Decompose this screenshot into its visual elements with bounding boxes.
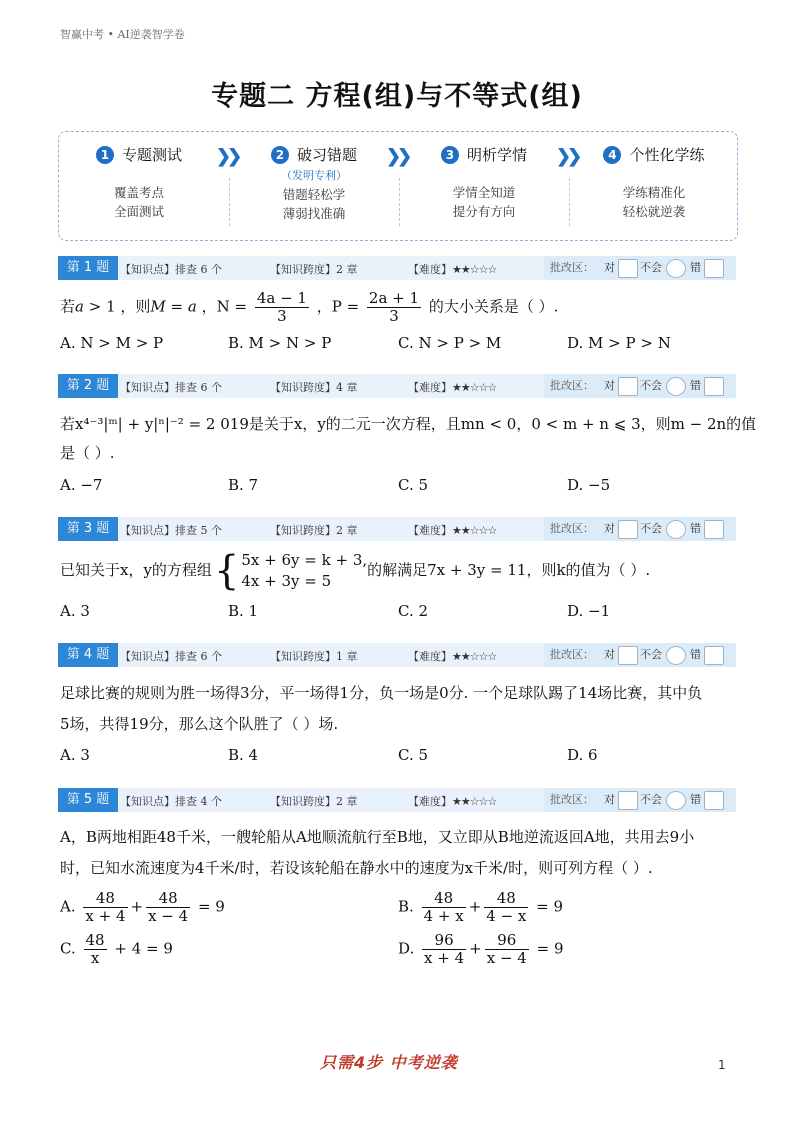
- step-line: 覆盖考点: [113, 185, 164, 200]
- check-unknown-box[interactable]: [666, 791, 686, 810]
- option-b[interactable]: [398, 890, 563, 925]
- denominator: 4 + x: [423, 907, 464, 925]
- operator: +: [469, 939, 482, 958]
- denominator: 3: [389, 307, 399, 325]
- difficulty: [408, 522, 496, 538]
- rhs: = 9: [197, 897, 225, 916]
- review-unknown-label: 不会: [640, 379, 662, 392]
- knowledge-points: [120, 261, 222, 277]
- review-label: 批改区：: [550, 522, 594, 535]
- option-b[interactable]: B. 7: [228, 476, 259, 494]
- knowledge-span: [270, 522, 358, 538]
- page-number: 1: [718, 1058, 726, 1072]
- option-a[interactable]: A. N > M > P: [60, 334, 164, 352]
- numerator: 48: [422, 890, 466, 908]
- knowledge-span: [270, 261, 358, 277]
- difficulty-stars: ★★☆☆☆: [452, 263, 497, 276]
- option-a[interactable]: A. 3: [60, 602, 90, 620]
- meta-label: 【知识跨度】: [270, 795, 336, 808]
- knowledge-points: [120, 379, 222, 395]
- text: > 1 ，则: [83, 297, 151, 316]
- numerator: 48: [146, 890, 190, 908]
- meta-value: 排查 6 个: [175, 263, 222, 276]
- check-right-box[interactable]: [618, 259, 638, 278]
- fraction: [255, 290, 309, 325]
- difficulty-stars: ★★☆☆☆: [452, 650, 497, 663]
- option-label: C.: [60, 939, 76, 958]
- meta-value: 排查 6 个: [175, 381, 222, 394]
- divider: [229, 178, 230, 226]
- numerator: 48: [83, 890, 127, 908]
- question-bar: [58, 517, 736, 541]
- question-number: 第 1 题: [58, 256, 118, 280]
- option-d[interactable]: D. −1: [567, 602, 611, 620]
- step-title: 个性化学练: [629, 146, 705, 164]
- footer-logo: 只需4步 中考逆袭: [320, 1053, 458, 1072]
- equation: 5x + 6y = k + 3,: [241, 551, 368, 569]
- step-line: 学练精准化: [622, 185, 686, 200]
- review-wrong-label: 错: [690, 261, 701, 274]
- difficulty-stars: ★★☆☆☆: [452, 795, 497, 808]
- step-title: 明析学情: [466, 146, 527, 164]
- check-right-box[interactable]: [618, 377, 638, 396]
- fraction: [84, 932, 107, 967]
- option-a[interactable]: A. −7: [60, 476, 103, 494]
- step-line: 全面测试: [113, 204, 164, 219]
- step-4: [579, 144, 729, 221]
- step-title: 破习错题: [296, 146, 357, 164]
- meta-label: 【难度】: [408, 524, 452, 537]
- step-number: 1: [96, 146, 114, 164]
- meta-value: 2 章: [336, 524, 358, 537]
- review-right-label: 对: [604, 261, 615, 274]
- difficulty: [408, 793, 496, 809]
- question-1-text: [60, 290, 558, 325]
- step-1: [64, 144, 214, 221]
- fraction: [422, 890, 466, 925]
- meta-label: 【难度】: [408, 795, 452, 808]
- chevron-right-icon: ❯❯: [556, 146, 579, 167]
- option-c[interactable]: C. 5: [398, 476, 429, 494]
- fraction: [146, 890, 190, 925]
- operator: +: [468, 897, 482, 916]
- check-wrong-box[interactable]: [704, 791, 724, 810]
- review-wrong-label: 错: [690, 793, 701, 806]
- meta-label: 【难度】: [408, 263, 452, 276]
- text: ，P =: [311, 297, 364, 316]
- brand-header: 智赢中考 • AI逆袭智学卷: [60, 28, 185, 41]
- var: a: [75, 297, 84, 316]
- step-title: 专题测试: [121, 146, 182, 164]
- step-number: 2: [271, 146, 289, 164]
- option-a[interactable]: [60, 890, 225, 925]
- text: 的解满足7x + 3y = 11，则k的值为（ ）.: [367, 561, 651, 579]
- equation: 4x + 3y = 5: [241, 572, 332, 590]
- divider: [569, 178, 570, 226]
- var: M: [150, 297, 166, 316]
- equation-system: [241, 550, 367, 592]
- review-label: 批改区：: [550, 379, 594, 392]
- numerator: 96: [422, 932, 466, 950]
- step-line: 轻松就逆袭: [622, 204, 686, 219]
- step-line: 学情全知道: [452, 185, 516, 200]
- question-bar: [58, 643, 736, 667]
- option-d[interactable]: D. −5: [567, 476, 611, 494]
- fraction: [484, 890, 528, 925]
- fraction: [367, 290, 421, 325]
- review-area: [544, 374, 736, 398]
- difficulty-stars: ★★☆☆☆: [452, 381, 497, 394]
- text: ，N =: [196, 297, 252, 316]
- question-5-line-1: A，B两地相距48千米，一艘轮船从A地顺流航行至B地，又立即从B地逆流返回A地，共用去9小: [60, 828, 695, 846]
- numerator: 2a + 1: [368, 289, 420, 307]
- meta-label: 【难度】: [408, 650, 452, 663]
- question-number: 第 5 题: [58, 788, 118, 812]
- denominator: 3: [277, 307, 287, 325]
- page-title: 专题二 方程(组)与不等式(组): [211, 81, 583, 112]
- option-c[interactable]: C. 2: [398, 602, 429, 620]
- text: 的大小关系是（ ）.: [424, 297, 559, 316]
- difficulty-stars: ★★☆☆☆: [452, 524, 497, 537]
- review-area: [544, 788, 736, 812]
- step-2: [239, 144, 389, 223]
- denominator: x + 4: [85, 907, 126, 925]
- chevron-right-icon: ❯❯: [386, 146, 409, 167]
- review-label: 批改区：: [550, 261, 594, 274]
- option-d[interactable]: D. M > P > N: [567, 334, 671, 352]
- question-5-line-2: 时，已知水流速度为4千米/时，若设该轮船在静水中的速度为x千米/时，则可列方程（ ）.: [60, 859, 653, 877]
- difficulty: [408, 648, 496, 664]
- meta-label: 【知识跨度】: [270, 381, 336, 394]
- knowledge-span: [270, 793, 358, 809]
- question-4-line-2: 5场，共得19分，那么这个队胜了（ ）场.: [60, 715, 339, 733]
- review-unknown-label: 不会: [640, 793, 662, 806]
- meta-label: 【知识点】: [120, 524, 175, 537]
- fraction: [422, 932, 466, 967]
- check-right-box[interactable]: [618, 791, 638, 810]
- review-area: [544, 643, 736, 667]
- step-subtitle: （发明专利）: [281, 169, 347, 182]
- meta-value: 1 章: [336, 650, 358, 663]
- review-label: 批改区：: [550, 793, 594, 806]
- question-2-line-2: 是（ ）.: [60, 444, 115, 462]
- denominator: x − 4: [486, 949, 527, 967]
- var: a: [187, 297, 197, 316]
- check-wrong-box[interactable]: [704, 520, 724, 539]
- meta-label: 【知识跨度】: [270, 650, 336, 663]
- option-b[interactable]: B. M > N > P: [228, 334, 332, 352]
- check-wrong-box[interactable]: [704, 646, 724, 665]
- check-unknown-box[interactable]: [666, 259, 686, 278]
- knowledge-points: [120, 648, 222, 664]
- step-line: 错题轻松学: [282, 187, 346, 202]
- option-b[interactable]: B. 4: [228, 746, 259, 764]
- check-right-box[interactable]: [618, 646, 638, 665]
- check-wrong-box[interactable]: [704, 377, 724, 396]
- meta-label: 【知识点】: [120, 650, 175, 663]
- review-right-label: 对: [604, 793, 615, 806]
- review-unknown-label: 不会: [640, 648, 662, 661]
- meta-value: 排查 5 个: [175, 524, 222, 537]
- question-bar: [58, 788, 736, 812]
- question-number: 第 4 题: [58, 643, 118, 667]
- review-wrong-label: 错: [690, 379, 701, 392]
- review-area: [544, 517, 736, 541]
- meta-value: 排查 4 个: [175, 795, 222, 808]
- knowledge-span: [270, 648, 358, 664]
- numerator: 48: [484, 890, 528, 908]
- numerator: 48: [85, 931, 105, 949]
- option-a[interactable]: A. 3: [60, 746, 90, 764]
- review-wrong-label: 错: [690, 522, 701, 535]
- step-number: 3: [441, 146, 459, 164]
- question-2-line-1: 若x⁴⁻³|ᵐ| + y|ⁿ|⁻² = 2 019是关于x，y的二元一次方程，且mn < 0，0 < m + n ⩽ 3，则m − 2n的值: [60, 415, 757, 433]
- knowledge-span: [270, 379, 358, 395]
- question-bar: [58, 256, 736, 280]
- option-d[interactable]: [398, 932, 564, 967]
- option-d[interactable]: D. 6: [567, 746, 598, 764]
- meta-label: 【知识点】: [120, 795, 175, 808]
- step-number: 4: [603, 146, 621, 164]
- denominator: x: [90, 949, 100, 967]
- check-wrong-box[interactable]: [704, 259, 724, 278]
- option-c[interactable]: C. 5: [398, 746, 429, 764]
- fraction: [83, 890, 127, 925]
- review-unknown-label: 不会: [640, 522, 662, 535]
- brace: {: [213, 548, 240, 594]
- operator: +: [130, 897, 144, 916]
- knowledge-points: [120, 522, 222, 538]
- fraction: [485, 932, 529, 967]
- review-right-label: 对: [604, 522, 615, 535]
- meta-label: 【知识跨度】: [270, 524, 336, 537]
- question-3-text: [60, 549, 650, 592]
- text: 已知关于x，y的方程组: [60, 561, 212, 579]
- step-line: 薄弱找准确: [282, 206, 346, 221]
- question-number: 第 2 题: [58, 374, 118, 398]
- text: =: [165, 297, 188, 316]
- question-bar: [58, 374, 736, 398]
- question-number: 第 3 题: [58, 517, 118, 541]
- meta-value: 排查 6 个: [175, 650, 222, 663]
- meta-value: 4 章: [336, 381, 358, 394]
- meta-label: 【知识跨度】: [270, 263, 336, 276]
- meta-label: 【难度】: [408, 381, 452, 394]
- review-unknown-label: 不会: [640, 261, 662, 274]
- question-4-line-1: 足球比赛的规则为胜一场得3分，平一场得1分，负一场是0分. 一个足球队踢了14场比赛，其中负: [60, 684, 703, 702]
- divider: [399, 178, 400, 226]
- meta-value: 2 章: [336, 263, 358, 276]
- review-right-label: 对: [604, 379, 615, 392]
- rhs: = 9: [536, 897, 564, 916]
- denominator: x − 4: [148, 907, 189, 925]
- option-b[interactable]: B. 1: [228, 602, 259, 620]
- review-right-label: 对: [604, 648, 615, 661]
- review-area: [544, 256, 736, 280]
- numerator: 4a − 1: [256, 289, 307, 307]
- option-label: B.: [398, 897, 414, 916]
- denominator: x + 4: [424, 949, 465, 967]
- chevron-right-icon: ❯❯: [216, 146, 239, 167]
- check-unknown-box[interactable]: [666, 377, 686, 396]
- steps-panel: [58, 131, 738, 241]
- difficulty: [408, 261, 496, 277]
- check-unknown-box[interactable]: [666, 646, 686, 665]
- meta-label: 【知识点】: [120, 263, 175, 276]
- option-label: D.: [398, 939, 415, 958]
- option-c[interactable]: C. N > P > M: [398, 334, 502, 352]
- check-right-box[interactable]: [618, 520, 638, 539]
- text: 若: [60, 297, 76, 316]
- knowledge-points: [120, 793, 222, 809]
- step-3: [409, 144, 559, 221]
- rhs: + 4 = 9: [114, 939, 173, 958]
- check-unknown-box[interactable]: [666, 520, 686, 539]
- rhs: = 9: [536, 939, 564, 958]
- review-wrong-label: 错: [690, 648, 701, 661]
- numerator: 96: [485, 932, 529, 950]
- denominator: 4 − x: [486, 907, 527, 925]
- meta-value: 2 章: [336, 795, 358, 808]
- option-c[interactable]: [60, 932, 173, 967]
- difficulty: [408, 379, 496, 395]
- meta-label: 【知识点】: [120, 381, 175, 394]
- step-line: 提分有方向: [452, 204, 516, 219]
- review-label: 批改区：: [550, 648, 594, 661]
- option-label: A.: [60, 897, 76, 916]
